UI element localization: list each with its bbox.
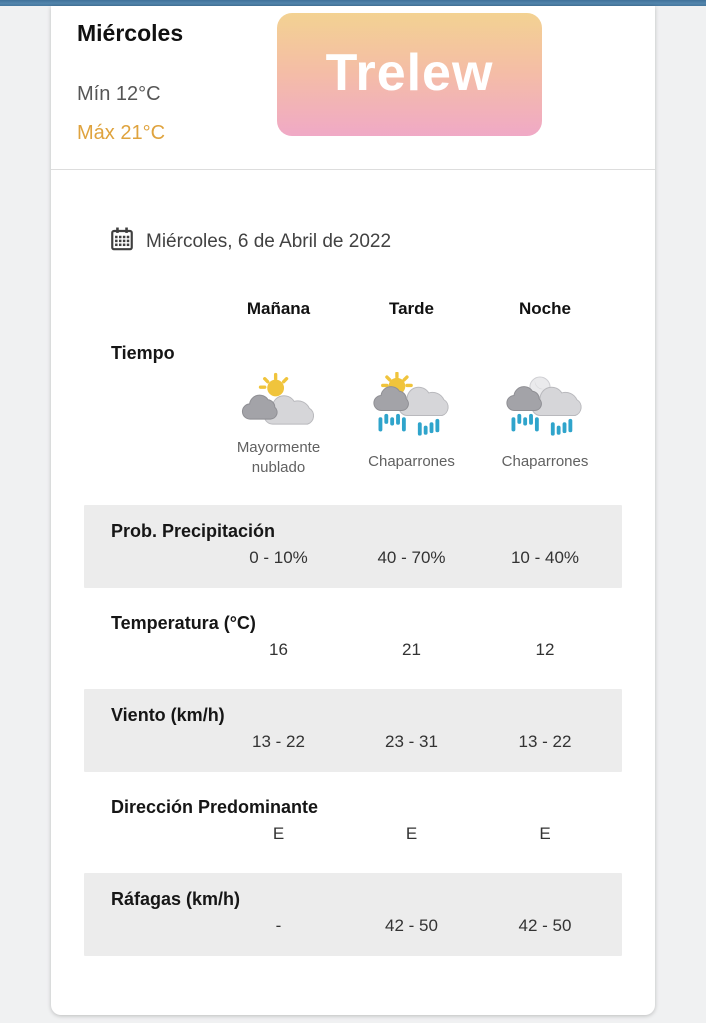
value-manana: 0 - 10% <box>249 547 308 567</box>
weather-icons-row <box>84 372 622 479</box>
card-header <box>51 6 655 170</box>
row-values <box>84 732 622 752</box>
condition-tarde <box>345 372 478 472</box>
value-manana: 13 - 22 <box>252 731 305 751</box>
value-manana: 16 <box>269 639 288 659</box>
value-tarde: 40 - 70% <box>377 547 446 567</box>
row-values <box>84 916 622 936</box>
row-values <box>84 640 622 660</box>
value-tarde: 42 - 50 <box>385 915 438 935</box>
value-tarde: 21 <box>402 639 421 659</box>
calendar-icon <box>109 226 135 257</box>
date-label: Miércoles, 6 de Abril de 2022 <box>146 230 392 252</box>
condition-noche <box>478 372 612 472</box>
weather-day-card <box>51 6 655 1015</box>
value-noche: 10 - 40% <box>510 547 580 567</box>
value-tarde: 23 - 31 <box>385 731 438 751</box>
row-values <box>84 824 622 844</box>
table-row-wind-direction <box>84 781 622 864</box>
date-row <box>84 226 622 257</box>
condition-manana <box>212 372 345 479</box>
forecast-table <box>84 505 622 975</box>
value-manana: - <box>275 915 282 935</box>
value-noche: 13 - 22 <box>518 731 572 751</box>
value-manana: E <box>272 823 285 843</box>
showers-day-icon <box>370 372 454 444</box>
condition-label: Mayormente nublado <box>236 439 321 477</box>
row-label: Ráfagas (km/h) <box>111 888 241 909</box>
showers-night-icon <box>503 372 587 444</box>
row-label: Dirección Predominante <box>111 796 319 817</box>
row-label: Viento (km/h) <box>111 704 225 725</box>
table-row-temperature <box>84 597 622 680</box>
column-header-manana: Mañana <box>246 299 311 318</box>
condition-label: Chaparrones <box>501 453 589 470</box>
weather-row-label: Tiempo <box>111 343 175 363</box>
forecast-section <box>51 170 655 975</box>
row-label: Temperatura (°C) <box>111 612 256 633</box>
value-noche: 12 <box>535 639 555 659</box>
table-row-precipitation <box>84 505 622 588</box>
condition-label: Chaparrones <box>368 453 455 470</box>
column-header-noche: Noche <box>519 299 571 318</box>
min-temperature: Mín 12°C <box>77 83 161 105</box>
max-temperature: Máx 21°C <box>77 122 166 144</box>
value-tarde: E <box>405 823 418 843</box>
table-row-gusts <box>84 873 622 956</box>
city-banner <box>277 13 542 136</box>
row-values <box>84 548 622 568</box>
row-label: Prob. Precipitación <box>111 520 276 541</box>
column-header-tarde: Tarde <box>388 299 435 318</box>
table-row-wind <box>84 689 622 772</box>
value-noche: E <box>539 823 551 843</box>
column-headers <box>84 299 622 319</box>
mostly-cloudy-icon <box>237 372 321 430</box>
day-title: Miércoles <box>77 20 184 46</box>
value-noche: 42 - 50 <box>518 915 572 935</box>
city-name: Trelew <box>325 43 494 102</box>
